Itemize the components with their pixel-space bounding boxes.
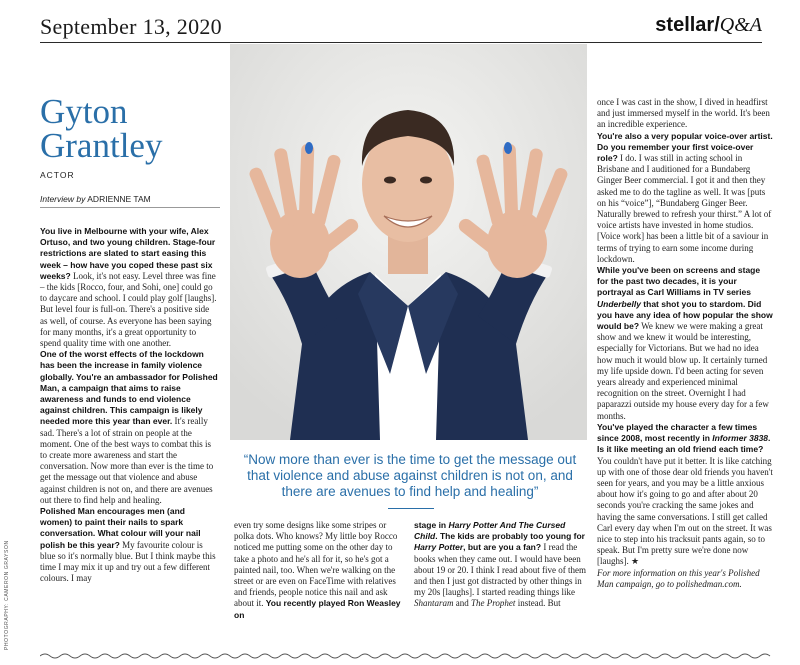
title-italic: Underbelly (597, 298, 641, 309)
byline-label: Interview by (40, 194, 86, 204)
answer: My favourite colour is blue so it's normally blue. But I think maybe this time I may mix it up and try out a few different colours. I may (40, 539, 216, 584)
photo-credit: PHOTOGRAPHY: CAMERON GRAYSON (4, 540, 10, 650)
question: Polished Man encourages men (and women) to paint their nails to spark conversation. What colour will your nail polish be this year? (40, 506, 201, 550)
portrait-illustration (230, 44, 587, 440)
issue-date: September 13, 2020 (40, 14, 222, 39)
answer: once I was cast in the show, I dived in headfirst and just immersed myself in the world. It's been an incredible experience. (597, 97, 770, 130)
question: You've played the character a few times since 2008, most recently in Informer 3838. Is it like meeting an old friend each time? (597, 421, 771, 455)
interviewee-name (40, 92, 163, 165)
question: One of the worst effects of the lockdown has been the increase in family violence globally. You're an ambassador for Polished Man, a campaign that aims to raise awareness and funds to end violence against children. This campaign is likely needed more this year than ever. (40, 349, 218, 427)
brand-name: stellar (655, 14, 715, 36)
title-italic: Harry Potter And The Cursed Child (414, 520, 566, 542)
answer: Look, it's not easy. Level three was fine – the kids [Rocco, four, and Sohi, one] could go to daycare and school. I could play golf [laughs]. But level four is full-on. There's a positive side as well, of course. As everyone has been saying for many months, it's a great opportunity to spend quality time with one another. (40, 270, 217, 349)
question: You're also a very popular voice-over artist. Do you remember your first voice-over role? (597, 130, 773, 164)
end-mark-icon: ★ (628, 556, 640, 567)
title-italic: Shantaram (414, 598, 454, 609)
article-column-2 (234, 520, 406, 621)
question: While you've been on screens and stage for the past two decades, it is your portrayal as Carl Williams in TV series Underbelly that shot you to stardom. Did you have any idea of how popular the show would be? (597, 265, 773, 332)
title-italic: Informer 3838 (712, 433, 769, 444)
byline (40, 194, 220, 208)
question: You recently played Ron Weasley on (234, 598, 401, 620)
brand-logo: stellar/Q&A (655, 14, 762, 36)
answer: I read the books when they came out. I would have been about 19 or 20. I think I read about five of them and then I just got distracted by other things in my 20s [laughs]. I started reading things like (414, 542, 586, 598)
article-column-4 (597, 97, 773, 590)
name-first: Gyton (40, 92, 128, 131)
answer: You couldn't have put it better. It is like catching up with one of those dear old friends you haven't seen for years, and you may be a little anxious about how it's going to go and after about 20 seconds you're cracking the same jokes and having the same conversations. I still get called Carl every day when I'm out on the street. It was nice to step into his tracksuit pants again, so to speak. But I'm pretty sure we're done now [laughs]. (597, 455, 773, 567)
section-label: Q&A (719, 14, 762, 36)
title-italic: Harry Potter (414, 542, 464, 553)
answer: It's really sad. There's a lot of strain on people at the moment. One of the best ways to combat this is to create more awareness and start the conversation. Now more than ever is the time to get the message out that violence and abuse against children is not on, and there are avenues out there to find help and healing. (40, 416, 214, 505)
portrait-photo (230, 44, 587, 440)
article-column-1 (40, 226, 218, 585)
question: You live in Melbourne with your wife, Alex Ortuso, and two young children. Stage-four restrictions are slated to start easing this week – how have you coped these past six weeks? (40, 226, 216, 281)
footer-note: For more information on this year's Polished Man campaign, go to polishedman.com. (597, 567, 760, 589)
article-column-3: stage in Harry Potter And The Cursed Child. The kids are probably too young for Harry Potter, but are you a fan? I read the books when they came out. I would have been about 19 or 20. I think I read about five of them and then I just got distracted by other things in my 20s [laughs]. I started reading things like Shantaram and The Prophet instead. But (414, 520, 586, 609)
title-italic: The Prophet (471, 598, 516, 609)
question: stage in Harry Potter And The Cursed Child. The kids are probably too young for Harry Potter, but are you a fan? (414, 520, 585, 553)
answer: I do. I was still in acting school in Brisbane and I auditioned for a Bundaberg Ginger Beer commercial. I got it and then they asked me to do the tagline as well. It was [puts on his “voice”], “Bundaberg Ginger Beer. Naturally brewed to refresh your thirst.” A lot of voice artists have invested in home studios. [Voice work] has been a little bit of a saviour in terms of trying to earn some income during lockdown. (597, 153, 772, 264)
name-last: Grantley (40, 126, 163, 165)
pull-quote: “Now more than ever is the time to get the message out that violence and abuse against children is not on, and there are avenues to find help and healing” (243, 452, 577, 499)
interviewee-role: ACTOR (40, 170, 75, 180)
answer: We knew we were making a great show and we knew it would be interesting, especially for Victorians. But we had no idea how much it would blow up. It certainly turned my life upside down. I'd been acting for seven years already and experienced minimal recognition on the street. Overnight I had paparazzi outside my house every day for a few months. (597, 321, 769, 421)
pull-quote-divider (388, 508, 434, 509)
footer-wave-divider (40, 652, 773, 660)
answer: even try some designs like some stripes or polka dots. Who knows? My little boy Rocco noticed me putting some on the other day to take a photo and he's all for it, so he's got a painted nail, too. When we're walking on the street or are even on FaceTime with relatives and friends, people notice this nail and ask about it. (234, 520, 398, 609)
header-divider (40, 42, 762, 43)
byline-author: ADRIENNE TAM (87, 194, 151, 204)
